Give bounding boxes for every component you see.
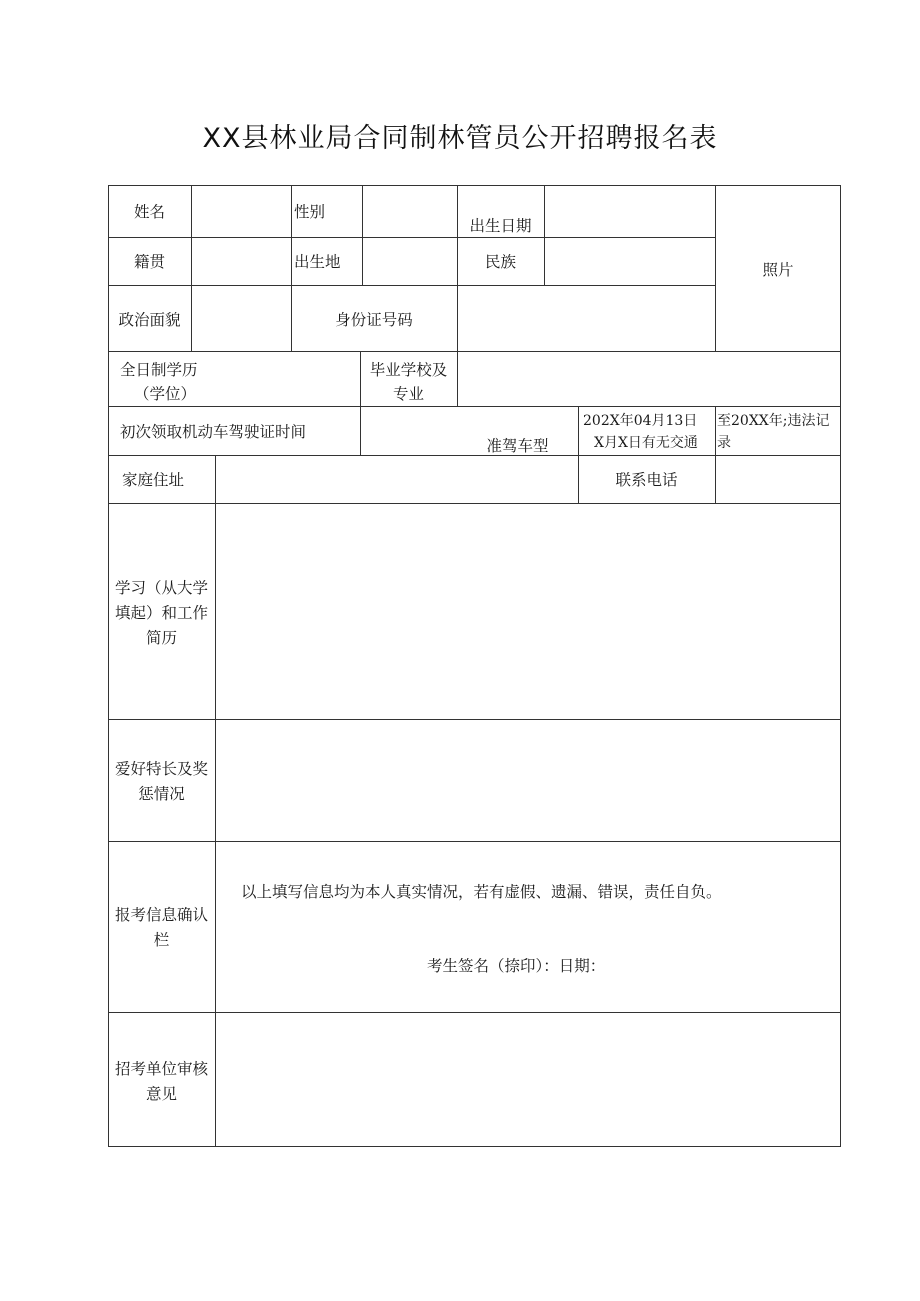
hobbies-input[interactable] xyxy=(216,720,840,841)
education-label-line1: 全日制学历 xyxy=(120,361,198,379)
birth-date-label: 出生日期 xyxy=(469,217,532,235)
violation-line1a: 202X年04月13日 xyxy=(583,413,698,429)
violation-line2b: 录 xyxy=(717,435,731,451)
hobbies-label-line2: 惩情况 xyxy=(138,785,185,803)
resume-label-line2: 填起）和工作 xyxy=(114,604,208,622)
ethnicity-input[interactable] xyxy=(545,238,715,285)
photo-label: 照片 xyxy=(762,261,794,279)
violation-line2a: X月X日有无交通 xyxy=(594,435,698,451)
violation-date-range xyxy=(583,410,717,454)
resume-label-line1: 学习（从大学 xyxy=(114,579,208,597)
license-time-label: 初次领取机动车驾驶证时间 xyxy=(120,423,307,441)
political-status-input[interactable] xyxy=(192,286,291,351)
review-label-line1: 招考单位审核 xyxy=(114,1060,208,1078)
review-input[interactable] xyxy=(216,1013,840,1146)
ethnicity-label: 民族 xyxy=(484,253,516,271)
education-label xyxy=(120,358,360,406)
education-label-line2: （学位） xyxy=(134,385,197,403)
violation-record xyxy=(717,410,840,454)
birthplace-label: 出生地 xyxy=(294,253,341,271)
license-time-input[interactable] xyxy=(361,407,457,455)
native-place-label: 籍贯 xyxy=(133,253,165,271)
birth-date-input[interactable] xyxy=(545,186,715,237)
address-input[interactable] xyxy=(216,456,578,503)
gender-label: 性别 xyxy=(294,203,326,221)
resume-label xyxy=(108,576,215,651)
page-title: XX县林业局合同制林管员公开招聘报名表 xyxy=(202,123,718,154)
review-label xyxy=(108,1057,215,1107)
signature-line: 考生签名（捺印）：日期： xyxy=(427,957,606,975)
phone-input[interactable] xyxy=(716,456,840,503)
confirm-label-line2: 栏 xyxy=(153,931,170,949)
birthplace-input[interactable] xyxy=(363,238,457,285)
school-input[interactable] xyxy=(458,352,840,406)
photo-box[interactable] xyxy=(716,186,840,351)
id-number-input[interactable] xyxy=(458,286,715,351)
address-label: 家庭住址 xyxy=(122,471,185,489)
confirm-statement: 以上填写信息均为本人真实情况，若有虚假、遗漏、错误，责任自负。 xyxy=(241,883,722,901)
hobbies-label xyxy=(108,757,215,807)
name-input[interactable] xyxy=(192,186,291,237)
hobbies-label-line1: 爱好特长及奖 xyxy=(114,760,208,778)
political-status-label: 政治面貌 xyxy=(118,311,181,329)
vehicle-type-label: 准驾车型 xyxy=(486,437,549,455)
confirm-label xyxy=(108,903,215,953)
id-number-label: 身份证号码 xyxy=(335,311,413,329)
review-label-line2: 意见 xyxy=(145,1085,177,1103)
phone-label: 联系电话 xyxy=(615,471,678,489)
violation-line1b: 至20XX年;违法记 xyxy=(717,413,830,429)
gender-input[interactable] xyxy=(363,186,457,237)
school-label-line1: 毕业学校及 xyxy=(369,361,448,379)
school-label-line2: 专业 xyxy=(392,385,424,403)
resume-input[interactable] xyxy=(216,504,840,719)
confirm-label-line1: 报考信息确认 xyxy=(114,906,208,924)
native-place-input[interactable] xyxy=(192,238,291,285)
resume-label-line3: 简历 xyxy=(145,629,177,647)
school-label xyxy=(360,358,457,406)
name-label: 姓名 xyxy=(133,203,165,221)
